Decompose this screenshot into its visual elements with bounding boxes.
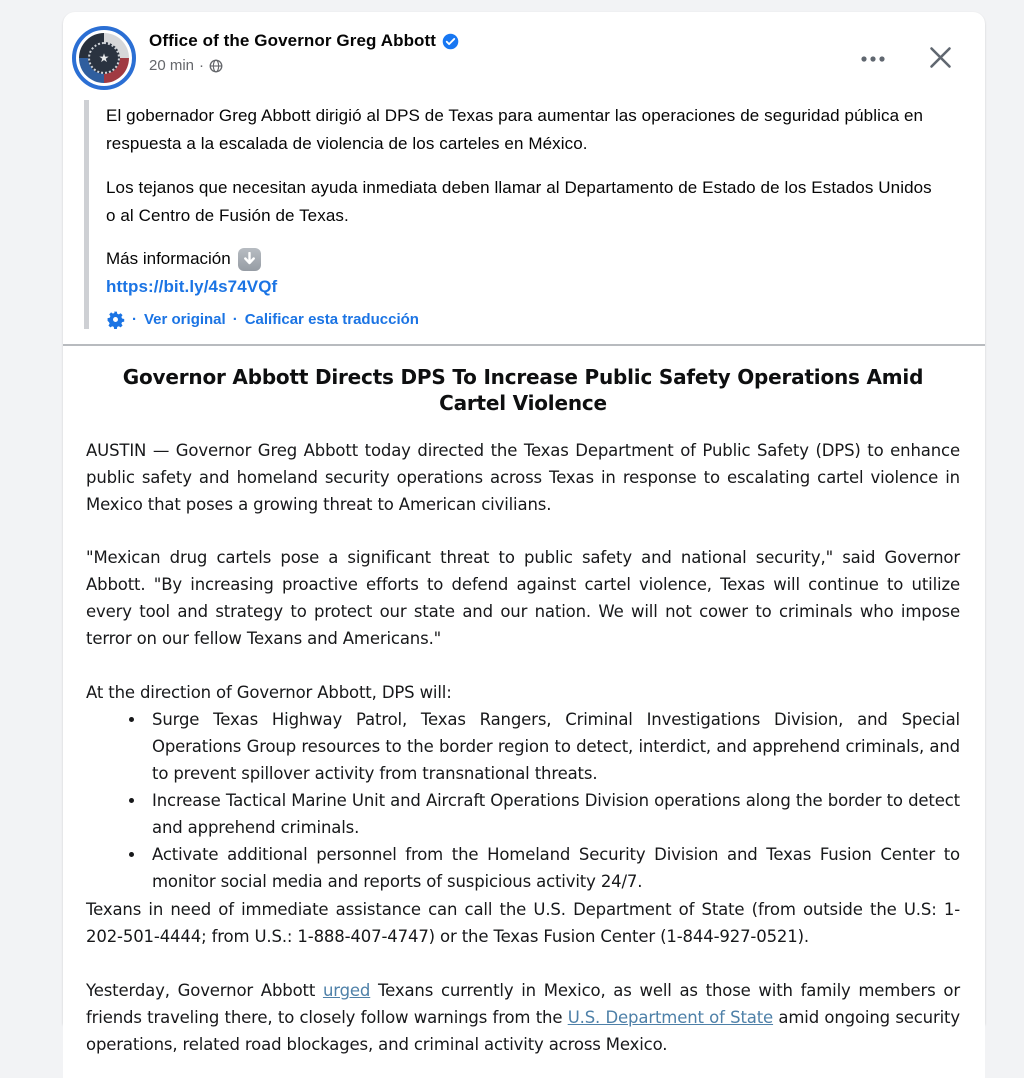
closing-text: amid ongoing security operations, related road blockages, and criminal activity across Mexico.	[86, 1008, 960, 1054]
view-original-link[interactable]: Ver original	[144, 311, 226, 328]
shortlink[interactable]: https://bit.ly/4s74VQf	[106, 277, 278, 296]
bullet-item: • Increase Tactical Marine Unit and Aircraft Operations Division operations along the border to detect and apprehend criminals.	[146, 787, 960, 841]
press-release-paragraph: "Mexican drug cartels pose a significant threat to public safety and national security," said Governor Abbott. "By increasing proactive efforts to defend against cartel violence, Texas will continue to utilize every tool and strategy to protect our state and our nation. We will not cower to criminals who impose terror on our fellow Texans and Americans."	[86, 548, 960, 648]
page-name[interactable]: Office of the Governor Greg Abbott	[149, 31, 437, 50]
translated-post-block	[84, 100, 969, 329]
down-arrow-emoji-icon	[238, 248, 261, 271]
state-seal-icon: ★	[88, 42, 120, 74]
press-release-closing-paragraph	[86, 977, 960, 1058]
dos-link-text: U.S. Department of State	[567, 1008, 774, 1027]
translation-controls	[106, 310, 939, 329]
facebook-post-card	[63, 12, 985, 1054]
ellipsis-icon	[860, 54, 886, 64]
separator-dot: ·	[132, 311, 137, 328]
press-release-paragraph: AUSTIN — Governor Greg Abbott today directed the Texas Department of Public Safety (DPS) to enhance public safety and homeland security operations across Texas in response to escalating cartel violence in Mexico that poses a growing threat to American civilians.	[86, 441, 960, 514]
separator-dot: ·	[232, 311, 238, 328]
post-paragraph: El gobernador Greg Abbott dirigió al DPS de Texas para aumentar las operaciones de seguridad pública en respuesta a la escalada de violencia de los carteles en México.	[106, 106, 924, 153]
page-avatar[interactable]	[72, 26, 136, 90]
press-release-assistance-paragraph: Texans in need of immediate assistance can call the U.S. Department of State (from outside the U.S: 1-202-501-4444; from U.S.: 1-888-407-4747) or the Texas Fusion Center (1-844-927-0521).	[86, 900, 960, 946]
post-header	[63, 12, 985, 90]
texas-governor-seal-image	[79, 33, 129, 83]
more-info-label: Más información	[106, 249, 231, 268]
closing-text: Yesterday, Governor Abbott	[86, 981, 323, 1000]
post-paragraph: Los tejanos que necesitan ayuda inmediata deben llamar al Departamento de Estado de los Estados Unidos o al Centro de Fusión de Texas.	[106, 178, 932, 225]
press-release-directive-intro: At the direction of Governor Abbott, DPS will:	[86, 683, 452, 702]
verified-badge-icon	[442, 33, 459, 50]
translation-settings-gear-icon[interactable]	[106, 310, 125, 329]
bullet-item: • Surge Texas Highway Patrol, Texas Rangers, Criminal Investigations Division, and Special Operations Group resources to the border region to detect, interdict, and apprehend criminals, and to prevent spillover activity from transnational threats.	[146, 706, 960, 787]
urged-link-text: urged	[322, 981, 371, 1000]
bullet-item: • Activate additional personnel from the Homeland Security Division and Texas Fusion Center to monitor social media and reports of suspicious activity 24/7.	[146, 841, 960, 895]
more-info-line	[106, 246, 939, 272]
post-timestamp[interactable]: 20 min	[149, 57, 195, 74]
closing-text: Texans currently in Mexico, as well as those with family members or friends traveling there, to closely follow warnings from the	[86, 981, 960, 1027]
rate-translation-link[interactable]: Calificar esta traducción	[244, 311, 419, 328]
separator-dot: ·	[199, 57, 205, 74]
header-meta	[149, 26, 459, 90]
more-options-button[interactable]	[854, 48, 892, 70]
close-icon	[927, 44, 954, 71]
press-release-bullet-list	[86, 706, 960, 895]
press-release-image[interactable]	[63, 344, 985, 1078]
close-button[interactable]	[923, 40, 958, 75]
public-globe-icon	[209, 59, 223, 73]
press-release-title: Governor Abbott Directs DPS To Increase Public Safety Operations Amid Cartel Violence	[122, 365, 924, 415]
